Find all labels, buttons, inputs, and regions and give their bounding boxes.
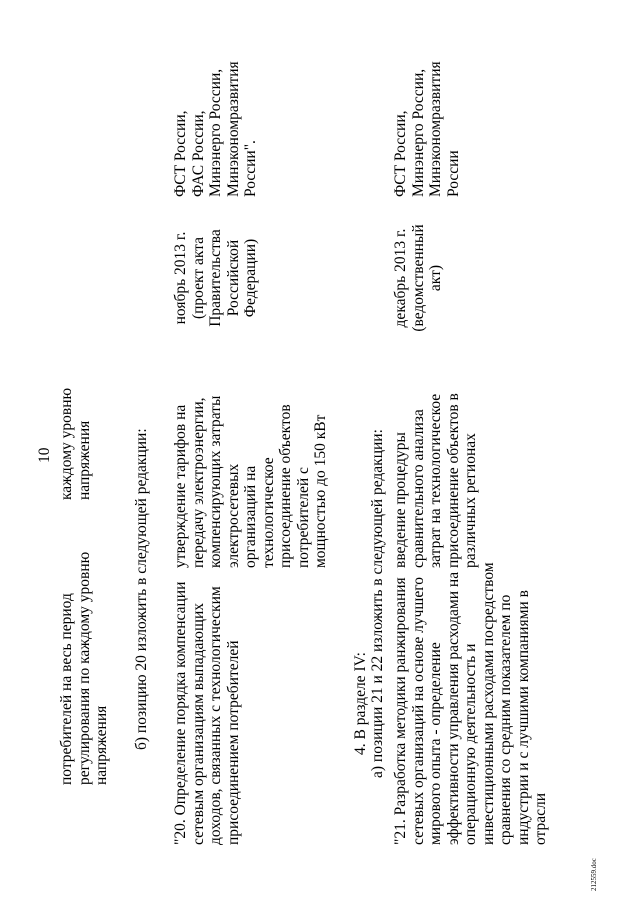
text-line: утверждение тарифов на bbox=[172, 404, 189, 568]
section-iv-heading: 4. В разделе IV: bbox=[352, 652, 369, 755]
text-line: потребителей с bbox=[294, 467, 312, 568]
intro-b: б) позицию 20 изложить в следующей редакции: bbox=[133, 428, 150, 750]
text-line: декабрь 2013 г. bbox=[392, 228, 409, 328]
text-line: Федерации) bbox=[242, 238, 259, 318]
text-line: отрасли bbox=[532, 792, 549, 845]
text-line: России". bbox=[242, 140, 259, 197]
text-line: акт) bbox=[427, 264, 444, 292]
text-line: "21. Разработка методики ранжирования bbox=[392, 577, 409, 845]
text-line: ноябрь 2013 г. bbox=[172, 231, 189, 325]
text-line: введение процедуры bbox=[392, 432, 409, 568]
text-line: сравнительного анализа bbox=[409, 409, 427, 568]
text-line: каждому уровню bbox=[58, 387, 75, 500]
item21-col2 bbox=[392, 358, 480, 568]
text-line: (ведомственный bbox=[409, 224, 427, 332]
text-line: сетевым организациям выпадающих bbox=[189, 603, 207, 845]
text-line: мощностью до 150 кВт bbox=[312, 414, 329, 568]
item21-col4 bbox=[392, 47, 462, 197]
page-number: 10 bbox=[36, 447, 53, 463]
text-line: присоединение объектов в bbox=[444, 393, 462, 568]
text-line: затрат на технологическое bbox=[427, 393, 444, 568]
text-line: присоединением потребителей bbox=[224, 640, 242, 845]
text-line: эффективности управления расходами на bbox=[444, 571, 462, 845]
text-line: Минэкономразвития bbox=[427, 61, 444, 197]
text-line: технологическое bbox=[259, 457, 277, 568]
text-line: электросетевых bbox=[224, 463, 242, 568]
text-line: мирового опыта - определение bbox=[427, 642, 444, 845]
text-line: компенсирующих затраты bbox=[207, 395, 224, 568]
text-line: различных регионах bbox=[462, 433, 479, 568]
text-line: "20. Определение порядка компенсации bbox=[172, 581, 189, 845]
text-line: регулирования по каждому уровню bbox=[75, 551, 93, 785]
text-line: (проект акта bbox=[189, 236, 207, 320]
text-line: ФСТ России, bbox=[392, 110, 409, 197]
text-line: сравнения со средним показателем по bbox=[497, 594, 514, 845]
text-line: Минэнерго России, bbox=[207, 68, 224, 197]
text-line: инвестиционными расходами посредством bbox=[479, 562, 497, 845]
text-line: присоединение объектов bbox=[277, 404, 294, 568]
text-line: Российской bbox=[224, 239, 242, 317]
text-line: сетевых организаций на основе лучшего bbox=[409, 577, 427, 845]
file-label: 212559.doc bbox=[590, 858, 598, 891]
item20-col3 bbox=[172, 208, 260, 348]
text-line: Правительства bbox=[207, 229, 224, 327]
text-line: напряжения bbox=[75, 420, 93, 500]
text-line: России bbox=[444, 150, 462, 197]
item21-col3 bbox=[392, 208, 445, 348]
text-line: Минэкономразвития bbox=[224, 61, 242, 197]
item20-col4 bbox=[172, 47, 260, 197]
text-line: ФАС России, bbox=[189, 110, 207, 197]
text-line: напряжения bbox=[93, 705, 110, 785]
top-fragment-col2 bbox=[58, 300, 93, 500]
text-line: доходов, связанных с технологическим bbox=[207, 586, 224, 845]
text-line: операционную деятельность и bbox=[462, 643, 479, 845]
text-line: потребителей на весь период bbox=[58, 593, 75, 785]
text-line: передачу электроэнергии, bbox=[189, 397, 207, 568]
text-line: индустрии и с лучшими компаниями в bbox=[514, 590, 532, 845]
text-line: организаций на bbox=[242, 465, 259, 568]
text-line: Минэнерго России, bbox=[409, 68, 427, 197]
text-line: ФСТ России, bbox=[172, 110, 189, 197]
intro-a: а) позиции 21 и 22 изложить в следующей редакции: bbox=[369, 429, 386, 778]
item21-col1 bbox=[392, 545, 550, 845]
item20-col1 bbox=[172, 555, 242, 845]
item20-col2 bbox=[172, 378, 330, 568]
top-fragment-col1 bbox=[58, 535, 111, 785]
